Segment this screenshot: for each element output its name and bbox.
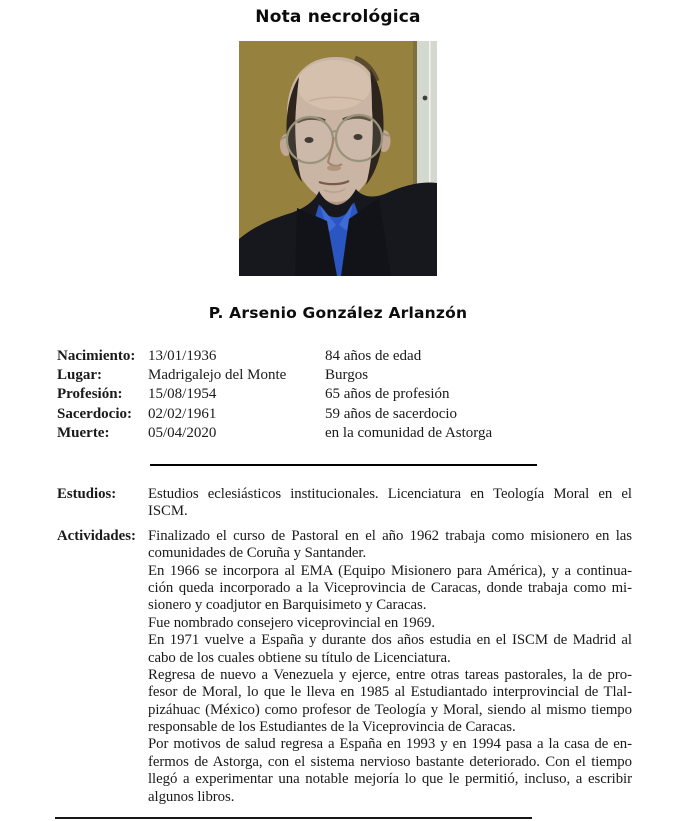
sections bbox=[57, 486, 632, 806]
text-line: ción queda incorporado a la Viceprovincia de Caracas, donde trabaja como mi- bbox=[148, 579, 632, 596]
info-value: 05/04/2020 bbox=[148, 424, 217, 441]
text-line: En 1971 vuelve a España y durante dos años estudia en el ISCM de Madrid al bbox=[148, 632, 632, 649]
separator-line-top bbox=[150, 464, 537, 466]
text-line: En 1966 se incorpora al EMA (Equipo Misionero para América), y a continua- bbox=[148, 562, 632, 579]
section-label: Estudios: bbox=[57, 486, 117, 502]
paragraph bbox=[148, 486, 632, 521]
info-label: Muerte: bbox=[57, 424, 110, 441]
section-body bbox=[148, 486, 632, 521]
section bbox=[57, 528, 632, 806]
info-value: 15/08/1954 bbox=[148, 386, 217, 403]
portrait-illustration bbox=[239, 41, 437, 276]
text-line: fesor de Moral, lo que le lleva en 1985 al Estudiantado interprovincial de Tlal- bbox=[148, 684, 632, 701]
separator-line-bottom bbox=[55, 817, 532, 819]
paragraph bbox=[148, 632, 632, 667]
text-line: Por motivos de salud regresa a España en 1993 y en 1994 pasa a la casa de en- bbox=[148, 736, 632, 753]
info-row bbox=[57, 347, 632, 366]
info-label: Lugar: bbox=[57, 367, 102, 384]
nose-shadow bbox=[327, 165, 341, 171]
info-value: Madrigalejo del Monte bbox=[148, 367, 287, 384]
info-note: en la comunidad de Astorga bbox=[325, 424, 493, 441]
text-line: sionero y coadjutor en Barquisimeto y Caracas. bbox=[148, 597, 427, 614]
paragraph bbox=[148, 736, 632, 806]
paragraph bbox=[148, 615, 632, 632]
glasses-left-lens bbox=[287, 117, 333, 163]
text-line: responsable de los Estudiantes de la Viceprovincia de Caracas. bbox=[148, 719, 516, 736]
info-note: 65 años de profesión bbox=[325, 386, 450, 403]
info-label: Nacimiento: bbox=[57, 348, 136, 364]
text-line: Regresa de nuevo a Venezuela y ejerce, entre otras tareas pastorales, la de pro- bbox=[148, 666, 632, 683]
paragraph bbox=[148, 563, 632, 615]
text-line: ISCM. bbox=[148, 503, 188, 520]
text-line: llegó a experimentar una notable mejoría lo que le permitió, incluso, a escribir bbox=[148, 771, 632, 788]
person-name: P. Arsenio González Arlanzón bbox=[208, 304, 468, 322]
info-value: 02/02/1961 bbox=[148, 405, 217, 422]
info-row bbox=[57, 385, 632, 404]
doorframe-dot bbox=[423, 96, 428, 101]
info-row bbox=[57, 405, 632, 424]
info-label: Profesión: bbox=[57, 386, 123, 403]
text-line: fermos de Astorga, con el sistema nervioso bastante deteriorado. Con el tiempo bbox=[148, 753, 632, 770]
info-note: 84 años de edad bbox=[325, 348, 422, 364]
info-table bbox=[57, 347, 632, 443]
info-note: 59 años de sacerdocio bbox=[325, 405, 458, 422]
section bbox=[57, 486, 632, 521]
glasses-right-lens bbox=[336, 115, 382, 161]
info-row bbox=[57, 366, 632, 385]
info-note: Burgos bbox=[325, 367, 369, 384]
section-label: Actividades: bbox=[57, 527, 136, 544]
info-row bbox=[57, 424, 632, 443]
text-line: Fue nombrado consejero viceprovincial en 1969. bbox=[148, 614, 435, 631]
text-line: algunos libros. bbox=[148, 788, 235, 805]
text-line: Estudios eclesiásticos institucionales. Licenciatura en Teología Moral en el bbox=[148, 486, 632, 502]
text-line: pizáhuac (México) como profesor de Teología y Moral, siendo al mismo tiempo bbox=[148, 701, 632, 718]
text-line: cabo de los cuales obtiene su título de Licenciatura. bbox=[148, 649, 451, 666]
text-line: comunidades de Coruña y Santander. bbox=[148, 545, 367, 562]
paragraph bbox=[148, 667, 632, 737]
section-body bbox=[148, 528, 632, 806]
info-label: Sacerdocio: bbox=[57, 405, 132, 422]
bald-crown-highlight bbox=[297, 60, 371, 110]
text-line: Finalizado el curso de Pastoral en el año 1962 trabaja como misionero en las bbox=[148, 527, 632, 544]
info-value: 13/01/1936 bbox=[148, 348, 217, 364]
page-title: Nota necrológica bbox=[255, 7, 421, 27]
portrait-photo bbox=[239, 41, 437, 276]
paragraph bbox=[148, 528, 632, 563]
